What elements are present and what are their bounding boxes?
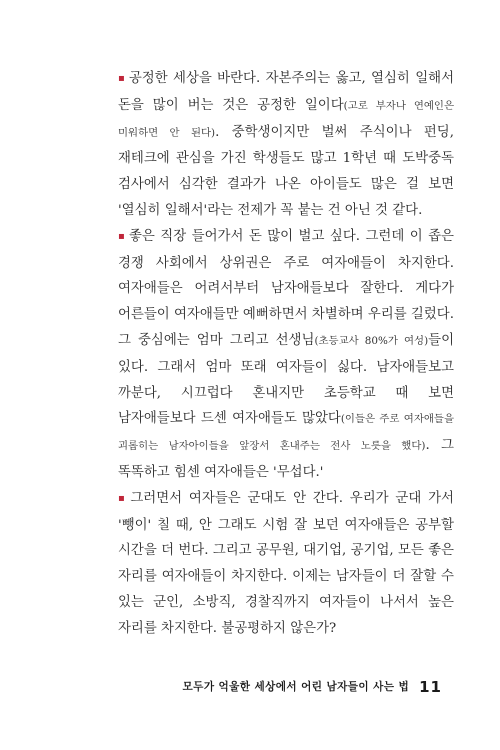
paragraph-1 — [118, 66, 454, 224]
bullet-marker: ▪ — [118, 73, 126, 84]
bullet-marker: ▪ — [118, 230, 126, 242]
page-number: 11 — [419, 677, 442, 696]
paragraph-2-text-end: . 그 똑똑하고 힘센 여자애들은 '무섭다.' — [118, 438, 454, 480]
paragraph-3-text: 그러면서 여자들은 군대도 안 간다. 우리가 군대 가서 '뺑이' 칠 때, 안 그래도 시험 잘 보던 여자애들은 공부할 시간을 더 번다. 그리고 공무원, 대기업, 공기업, 모든 좋은 자리를 여자애들이 차지한다. 이제는 남자들이 더 잘할 수 있는 군인, 소방직, 경찰직까지 여자들이 나서서 높은 자리를 차지한다. 불공평하지 않은가? — [118, 490, 454, 636]
body-text — [118, 66, 454, 642]
page-footer — [0, 676, 442, 696]
bullet-marker: ▪ — [118, 492, 128, 504]
paragraph-2-text-cont: 들이 있다. 그래서 엄마 또래 여자들이 싫다. 남자애들보고 까분다, 시끄럽다 혼내지만 초등학교 때 보면 남자애들보다 드센 여자애들도 많았다 — [118, 332, 455, 427]
paragraph-2-aside-1: (초등교사 80%가 여성) — [314, 334, 429, 347]
paragraph-1-aside: (고로 부자나 연예인은 미워하면 안 된다) — [118, 99, 454, 139]
paragraph-2-aside-2: (이들은 주로 여자애들을 괴롭히는 남자아이들을 앞장서 혼내주는 전사 노릇을 했다) — [118, 413, 454, 453]
paragraph-3 — [118, 486, 454, 642]
paragraph-1-text-cont: . 중학생이지만 벌써 주식이나 펀딩, 재테크에 관심을 가진 학생들도 많고 1학년 때 도박중독 검사에서 심각한 결과가 나온 아이들도 많은 걸 보면 '열심히 일해서'라는 전제가 꼭 붙는 건 아닌 것 같다. — [118, 124, 455, 218]
paragraph-1-text: 공정한 세상을 바란다. 자본주의는 옳고, 열심히 일해서 돈을 많이 버는 것은 공정한 일이다 — [118, 71, 454, 113]
paragraph-2 — [118, 224, 454, 486]
running-title: 모두가 억울한 세상에서 어린 남자들이 사는 법 — [182, 681, 410, 693]
paragraph-2-text: 좋은 직장 들어가서 돈 많이 벌고 싶다. 그런데 이 좁은 경쟁 사회에서 상위권은 주로 여자애들이 차지한다. 여자애들은 어려서부터 남자애들보다 잘한다. 게다가 어른들이 여자애들만 예뻐하면서 차별하며 우리를 길렀다. 그 중심에는 엄마 그리고 선생님 — [118, 228, 454, 348]
